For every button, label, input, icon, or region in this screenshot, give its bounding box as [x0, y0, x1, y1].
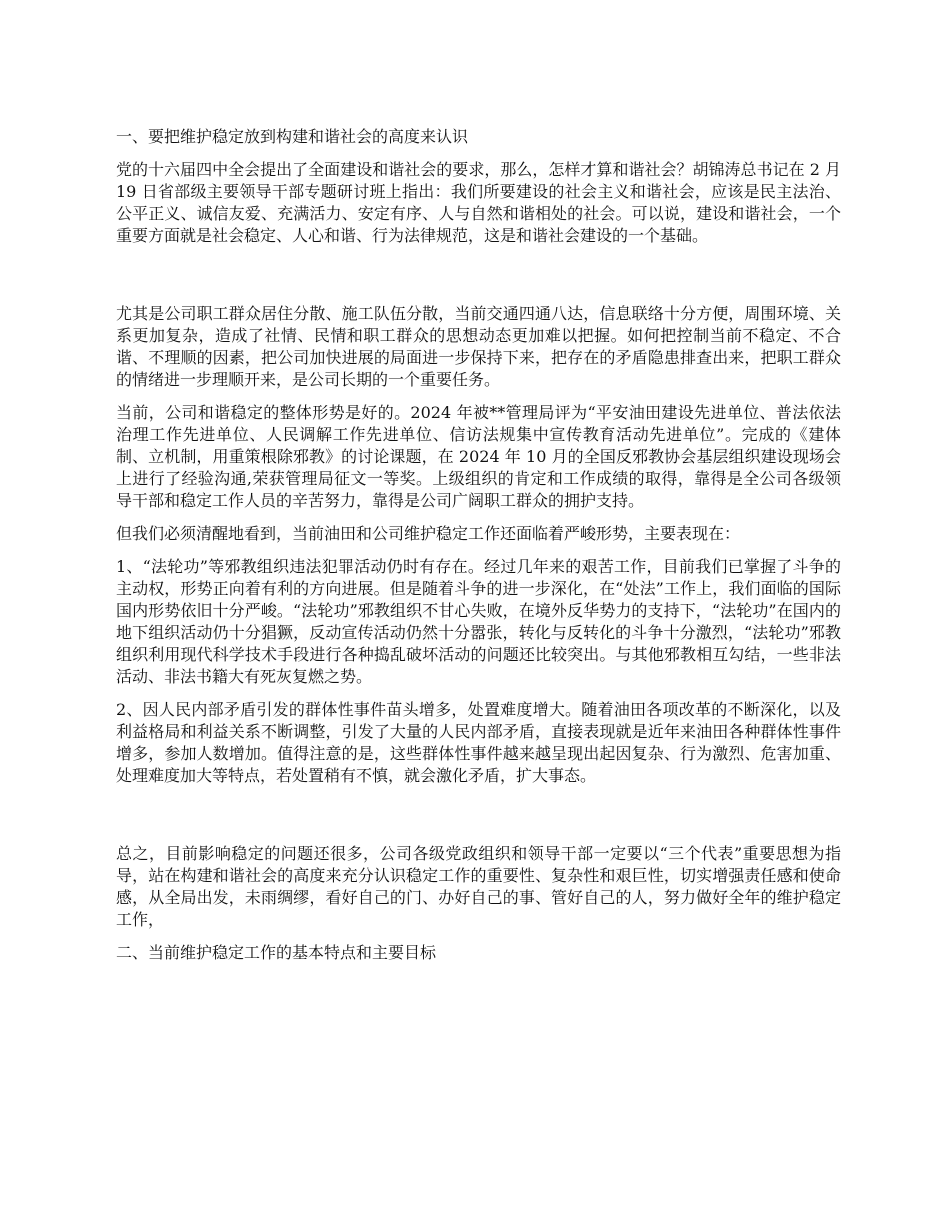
paragraph-point-1: 1、“法轮功”等邪教组织违法犯罪活动仍时有存在。经过几年来的艰苦工作，目前我们已掌握了斗争的主动权，形势正向着有利的方向进展。但是随着斗争的进一步深化，在“处法”工作上，我们面临的国际国内形势依旧十分严峻。“法轮功”邪教组织不甘心失败，在境外反华势力的支持下，“法轮功”在国内的地下组织活动仍十分猖獗，反动宣传活动仍然十分嚣张，转化与反转化的斗争十分激烈，“法轮功”邪教组织利用现代科学技术手段进行各种捣乱破坏活动的问题还比较突出。与其他邪教相互勾结，一些非法活动、非法书籍大有死灰复燃之势。 — [116, 557, 841, 686]
section-heading-1: 一、要把维护稳定放到构建和谐社会的高度来认识 — [116, 127, 469, 146]
paragraph-harmonious-society: 党的十六届四中全会提出了全面建设和谐社会的要求，那么，怎样才算和谐社会？胡锦涛总书记在 2 月 19 日省部级主要领导干部专题研讨班上指出：我们所要建设的社会主义和谐社会，应该是民主法治、公平正义、诚信友爱、充满活力、安定有序、人与自然和谐相处的社会。可以说，建设和谐社会，一个重要方面就是社会稳定、人心和谐、行为法律规范，这是和谐社会建设的一个基础。 — [116, 160, 841, 245]
paragraph-company-situation: 尤其是公司职工群众居住分散、施工队伍分散，当前交通四通八达，信息联络十分方便，周围环境、关系更加复杂，造成了社情、民情和职工群众的思想动态更加难以把握。如何把控制当前不稳定、不合谐、不理顺的因素，把公司加快进展的局面进一步保持下来，把存在的矛盾隐患排查出来，把职工群众的情绪进一步理顺开来，是公司长期的一个重要任务。 — [116, 304, 841, 389]
document-page — [116, 126, 841, 964]
paragraph-conclusion: 总之，目前影响稳定的问题还很多，公司各级党政组织和领导干部一定要以“三个代表”重要思想为指导，站在构建和谐社会的高度来充分认识稳定工作的重要性、复杂性和艰巨性，切实增强责任感和使命感，从全局出发，未雨绸缪，看好自己的门、办好自己的事、管好自己的人，努力做好全年的维护稳定工作， — [116, 844, 841, 929]
paragraph-severe-situation: 但我们必须清醒地看到，当前油田和公司维护稳定工作还面临着严峻形势，主要表现在： — [116, 524, 741, 543]
paragraph-overall-situation: 当前，公司和谐稳定的整体形势是好的。2024 年被**管理局评为“平安油田建设先进单位、普法依法治理工作先进单位、人民调解工作先进单位、信访法规集中宣传教育活动先进单位”。完成的《建体制、立机制，用重策根除邪教》的讨论课题，在 2024 年 10 月的全国反邪教协会基层组织建设现场会上进行了经验沟通,荣获管理局征文一等奖。上级组织的肯定和工作成绩的取得，靠得是全公司各级领导干部和稳定工作人员的辛苦努力，靠得是公司广阔职工群众的拥护支持。 — [116, 403, 841, 510]
paragraph-point-2: 2、因人民内部矛盾引发的群体性事件苗头增多，处置难度增大。随着油田各项改革的不断深化，以及利益格局和利益关系不断调整，引发了大量的人民内部矛盾，直接表现就是近年来油田各种群体性事件增多，参加人数增加。值得注意的是，这些群体性事件越来越呈现出起因复杂、行为激烈、危害加重、处理难度加大等特点，若处置稍有不慎，就会激化矛盾，扩大事态。 — [116, 700, 841, 785]
section-heading-2: 二、当前维护稳定工作的基本特点和主要目标 — [116, 943, 437, 962]
